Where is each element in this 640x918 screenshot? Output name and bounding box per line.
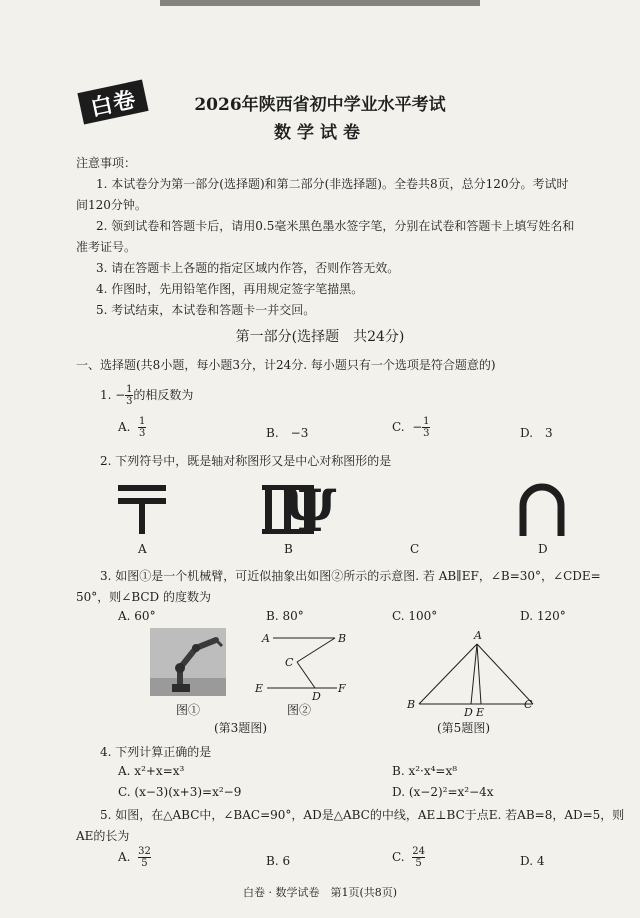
top-scan-mark (160, 0, 480, 6)
symbol-c-icon: Ψ (283, 477, 337, 545)
q2-symbols (110, 477, 580, 545)
fig5-point-c: C (524, 698, 533, 711)
fig2-point-e: E (255, 682, 264, 695)
q5-option-b[interactable]: B. 6 (266, 854, 291, 868)
q2-label-d[interactable]: D (538, 542, 548, 556)
q3-line1: 3. 如图①是一个机械臂，可近似抽象出如图②所示的示意图. 若 AB∥EF，∠B=30°，∠CDE= (100, 569, 601, 583)
robot-arm-photo (150, 628, 226, 696)
part1-title: 第一部分(选择题 共24分) (235, 329, 405, 345)
q3-option-b[interactable]: B. 80° (266, 609, 304, 623)
fig2-label: 图② (287, 703, 312, 717)
notice-line: 3. 请在答题卡上各题的指定区域内作答，否则作答无效。 (96, 261, 400, 275)
q5-option-d[interactable]: D. 4 (520, 854, 545, 868)
seal-text: 白卷 (88, 86, 139, 121)
q5-option-a[interactable]: A. $\frac{32}{5}$ (118, 846, 151, 869)
q4-option-a[interactable]: A. x²+x=x³ (118, 764, 185, 778)
symbol-a-icon (118, 485, 166, 534)
q1-option-a[interactable]: A. $\frac{1}{3}$ (118, 416, 146, 439)
q4-option-b[interactable]: B. x²·x⁴=x⁸ (392, 764, 458, 778)
q1-option-d[interactable]: D. 3 (520, 426, 553, 440)
fig5-point-d: D (464, 706, 473, 719)
q3-option-d[interactable]: D. 120° (520, 609, 566, 623)
exam-title: 2026年陕西省初中学业水平考试 (194, 95, 446, 115)
q3-option-c[interactable]: C. 100° (392, 609, 438, 623)
q4-stem: 4. 下列计算正确的是 (100, 745, 212, 759)
q5-option-c[interactable]: C. $\frac{24}{5}$ (392, 846, 425, 869)
q2-label-a[interactable]: A (138, 542, 147, 556)
q4-option-c[interactable]: C. (x−3)(x+3)=x²−9 (118, 785, 242, 799)
fig2-point-f: F (338, 682, 346, 695)
fig1-label: 图① (176, 703, 201, 717)
notice-line: 4. 作图时，先用铅笔作图，再用规定签字笔描黑。 (96, 282, 364, 296)
fig2-point-b: B (338, 632, 347, 645)
q2-stem: 2. 下列符号中，既是轴对称图形又是中心对称图形的是 (100, 454, 392, 468)
q3-line2: 50°，则∠BCD 的度数为 (76, 590, 211, 604)
notice-heading: 注意事项： (76, 156, 137, 170)
page-footer: 白卷 · 数学试卷 第1页(共8页) (242, 886, 398, 899)
symbol-d-icon (523, 487, 561, 536)
fig5-point-e: E (476, 706, 485, 719)
q2-label-b[interactable]: B (284, 542, 293, 556)
q5-diagram (415, 640, 540, 708)
notice-line: 5. 考试结束，本试卷和答题卡一并交回。 (96, 303, 316, 317)
q4-option-d[interactable]: D. (x−2)²=x²−4x (392, 785, 494, 799)
q1-stem: 1. − $\frac{1}{3}$ 的相反数为 (100, 384, 194, 407)
fig2-point-a: A (262, 632, 270, 645)
q5-caption: (第5题图) (437, 721, 490, 735)
fig2-point-d: D (312, 690, 321, 703)
q5-line2: AE的长为 (76, 829, 130, 843)
notice-line: 1. 本试卷分为第一部分(选择题)和第二部分(非选择题)。全卷共8页，总分120分。考试时 (96, 177, 569, 191)
fig5-point-b: B (407, 698, 416, 711)
fig2-point-c: C (285, 656, 294, 669)
q3-caption: (第3题图) (214, 721, 267, 735)
q3-option-a[interactable]: A. 60° (118, 609, 156, 623)
notice-line: 2. 领到试卷和答题卡后，请用0.5毫米黑色墨水签字笔，分别在试卷和答题卡上填写姓名和 (96, 219, 575, 233)
notice-line: 间120分钟。 (76, 198, 147, 212)
exam-subtitle: 数学试卷 (274, 123, 366, 143)
notice-line: 准考证号。 (76, 240, 137, 254)
q1-option-b[interactable]: B. −3 (266, 426, 309, 440)
part1-instruction: 一、选择题(共8小题，每小题3分，计24分. 每小题只有一个选项是符合题意的) (76, 358, 496, 372)
q1-option-c[interactable]: C. − $\frac{1}{3}$ (392, 416, 430, 439)
q2-label-c[interactable]: C (410, 542, 420, 556)
fig5-point-a: A (474, 629, 482, 642)
q5-line1: 5. 如图，在△ABC中，∠BAC=90°，AD是△ABC的中线，AE⊥BC于点E. 若AB=8，AD=5，则 (100, 808, 625, 822)
